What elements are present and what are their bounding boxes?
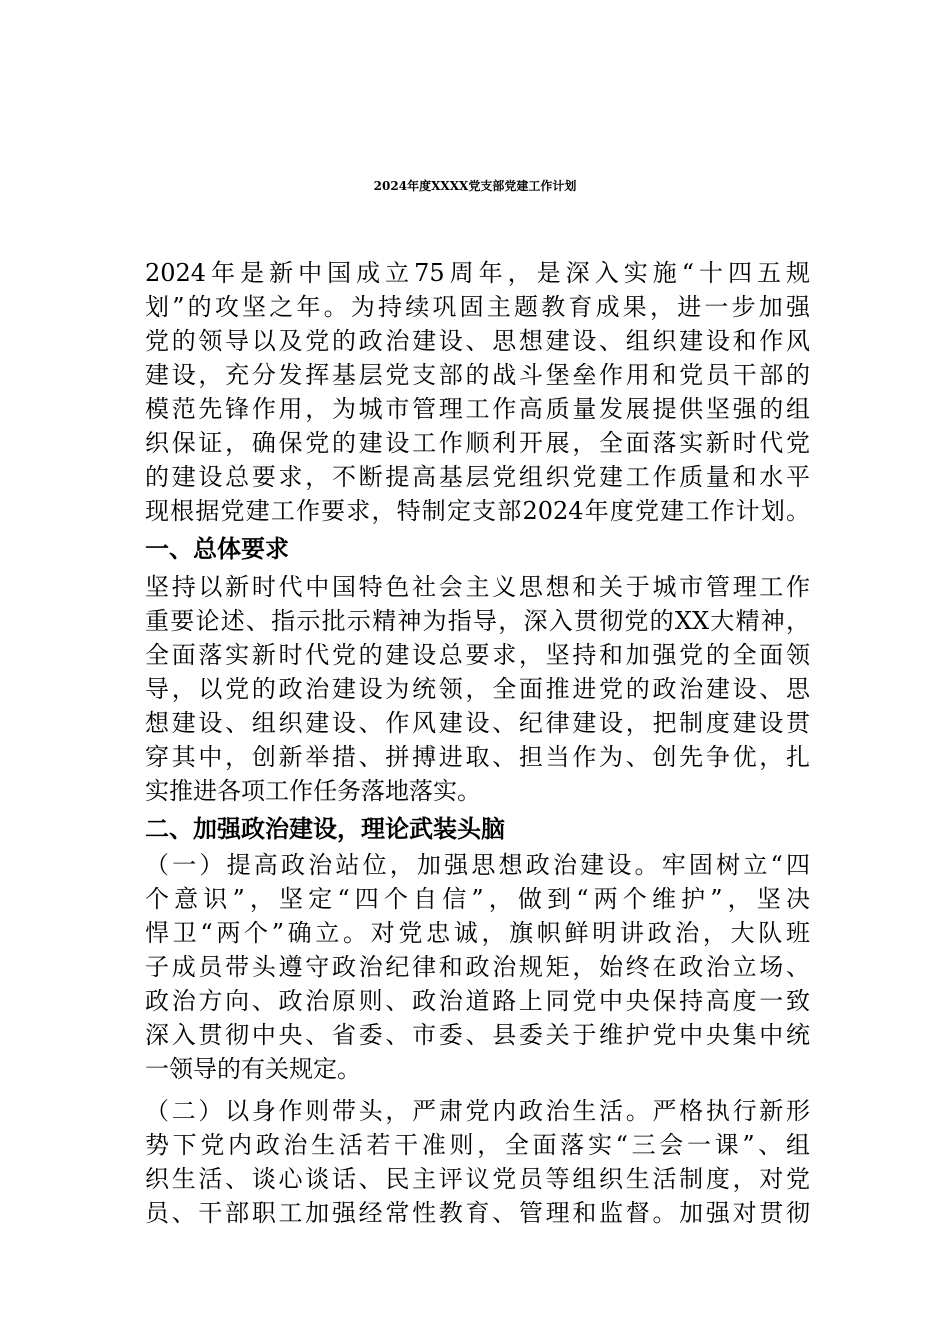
section1-line-2: 重要论述、指示批示精神为指导，深入贯彻党的XX大精神， <box>145 607 810 635</box>
section1-line-1: 坚持以新时代中国特色社会主义思想和关于城市管理工作 <box>145 573 810 601</box>
intro-line-6: 织保证，确保党的建设工作顺利开展，全面落实新时代党 <box>145 429 810 457</box>
subsection1-line-7: 一领导的有关规定。 <box>145 1055 361 1083</box>
intro-line-2: 划”的攻坚之年。为持续巩固主题教育成果，进一步加强 <box>145 293 810 321</box>
subsection2-line-3: 织生活、谈心谈话、民主评议党员等组织生活制度，对党 <box>145 1165 810 1193</box>
subsection2-line-1: （二）以身作则带头，严肃党内政治生活。严格执行新形 <box>145 1097 810 1125</box>
subsection1-line-1: （一）提高政治站位，加强思想政治建设。牢固树立“四 <box>145 851 810 879</box>
section-heading-2: 二、加强政治建设，理论武装头脑 <box>145 815 505 843</box>
subsection1-line-2: 个意识”，坚定“四个自信”，做到“两个维护”，坚决 <box>145 885 810 913</box>
intro-line-7: 的建设总要求，不断提高基层党组织党建工作质量和水平 <box>145 463 810 491</box>
document-title: 2024年度XXXX党支部党建工作计划 <box>373 179 577 193</box>
subsection2-line-4: 员、干部职工加强经常性教育、管理和监督。加强对贯彻 <box>145 1199 810 1227</box>
subsection1-line-6: 深入贯彻中央、省委、市委、县委关于维护党中央集中统 <box>145 1021 810 1049</box>
subsection1-line-4: 子成员带头遵守政治纪律和政治规矩，始终在政治立场、 <box>145 953 810 981</box>
intro-line-4: 建设，充分发挥基层党支部的战斗堡垒作用和党员干部的 <box>145 361 810 389</box>
section1-line-7: 实推进各项工作任务落地落实。 <box>145 777 481 805</box>
section1-line-6: 穿其中，创新举措、拼搏进取、担当作为、创先争优，扎 <box>145 743 810 771</box>
section1-line-5: 想建设、组织建设、作风建设、纪律建设，把制度建设贯 <box>145 709 810 737</box>
subsection1-line-3: 悍卫“两个”确立。对党忠诚，旗帜鲜明讲政治，大队班 <box>145 919 810 947</box>
intro-line-3: 党的领导以及党的政治建设、思想建设、组织建设和作风 <box>145 327 810 355</box>
section1-line-4: 导，以党的政治建设为统领，全面推进党的政治建设、思 <box>145 675 810 703</box>
section-heading-1: 一、总体要求 <box>145 535 289 563</box>
subsection1-line-5: 政治方向、政治原则、政治道路上同党中央保持高度一致 <box>145 987 810 1015</box>
subsection2-line-2: 势下党内政治生活若干准则，全面落实“三会一课”、组 <box>145 1131 810 1159</box>
intro-line-5: 模范先锋作用，为城市管理工作高质量发展提供坚强的组 <box>145 395 810 423</box>
section1-line-3: 全面落实新时代党的建设总要求，坚持和加强党的全面领 <box>145 641 810 669</box>
intro-line-8: 现根据党建工作要求，特制定支部2024年度党建工作计划。 <box>145 497 810 525</box>
intro-line-1: 2024年是新中国成立75周年，是深入实施“十四五规 <box>145 259 810 287</box>
